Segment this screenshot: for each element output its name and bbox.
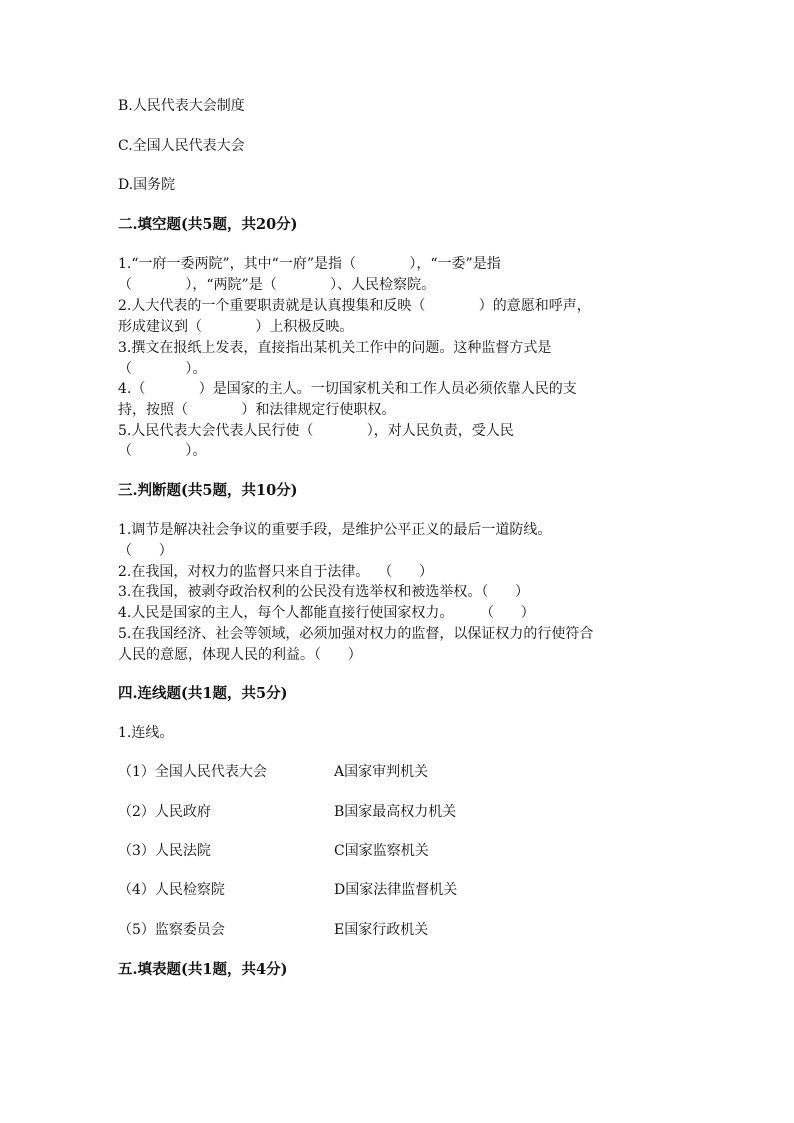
fill-line-8: 持，按照（ ）和法律规定行使职权。	[118, 402, 396, 418]
choice-option-c: C.全国人民代表大会	[118, 138, 245, 154]
fill-line-6: （ ）。	[118, 361, 207, 377]
judge-line-3: 2.在我国，对权力的监督只来自于法律。 （ ）	[118, 564, 433, 580]
matching-right-item: B国家最高权力机关	[334, 804, 457, 820]
section-heading-true-false: 三.判断题(共5题，共10分)	[118, 482, 298, 499]
matching-left-item: （3）人民法院	[118, 843, 211, 859]
judge-line-6: 5.在我国经济、社会等领域，必须加强对权力的监督，以保证权力的行使符合	[118, 626, 594, 642]
fill-line-9: 5.人民代表大会代表人民行使（ ），对人民负责，受人民	[118, 423, 514, 439]
fill-line-4: 形成建议到（ ）上积极反映。	[118, 319, 354, 335]
fill-line-3: 2.人大代表的一个重要职责就是认真搜集和反映（ ）的意愿和呼声，	[118, 298, 591, 314]
judge-line-4: 3.在我国，被剥夺政治权利的公民没有选举权和被选举权。（ ）	[118, 584, 530, 600]
matching-left-item: （5）监察委员会	[118, 922, 225, 938]
matching-question: 1.连线。	[118, 725, 174, 741]
choice-option-b: B.人民代表大会制度	[118, 98, 245, 114]
section-heading-fill-blank: 二.填空题(共5题，共20分)	[118, 216, 298, 233]
matching-left-item: （1）全国人民代表大会	[118, 764, 267, 780]
judge-line-2: （ ）	[118, 543, 173, 559]
judge-line-5: 4.人民是国家的主人，每个人都能直接行使国家权力。 （ ）	[118, 605, 535, 621]
section-heading-matching: 四.连线题(共1题，共5分)	[118, 685, 288, 702]
fill-line-1: 1.“一府一委两院”，其中“一府”是指（ ），“一委”是指	[118, 256, 501, 272]
matching-right-item: E国家行政机关	[334, 922, 429, 938]
matching-left-item: （4）人民检察院	[118, 882, 225, 898]
fill-line-5: 3.撰文在报纸上发表，直接指出某机关工作中的问题。这种监督方式是	[118, 340, 552, 356]
fill-line-7: 4.（ ）是国家的主人。一切国家机关和工作人员必须依靠人民的支	[118, 381, 577, 397]
fill-line-2: （ ），“两院”是（ ）、人民检察院。	[118, 277, 436, 293]
choice-option-d: D.国务院	[118, 177, 176, 193]
judge-line-1: 1.调节是解决社会争议的重要手段，是维护公平正义的最后一道防线。	[118, 522, 552, 538]
judge-line-7: 人民的意愿，体现人民的利益。（ ）	[118, 647, 362, 663]
matching-right-item: C国家监察机关	[334, 843, 429, 859]
matching-right-item: D国家法律监督机关	[334, 882, 458, 898]
fill-line-10: （ ）。	[118, 443, 207, 459]
section-heading-fill-table: 五.填表题(共1题，共4分)	[118, 961, 288, 978]
matching-left-item: （2）人民政府	[118, 804, 211, 820]
matching-right-item: A国家审判机关	[334, 764, 429, 780]
